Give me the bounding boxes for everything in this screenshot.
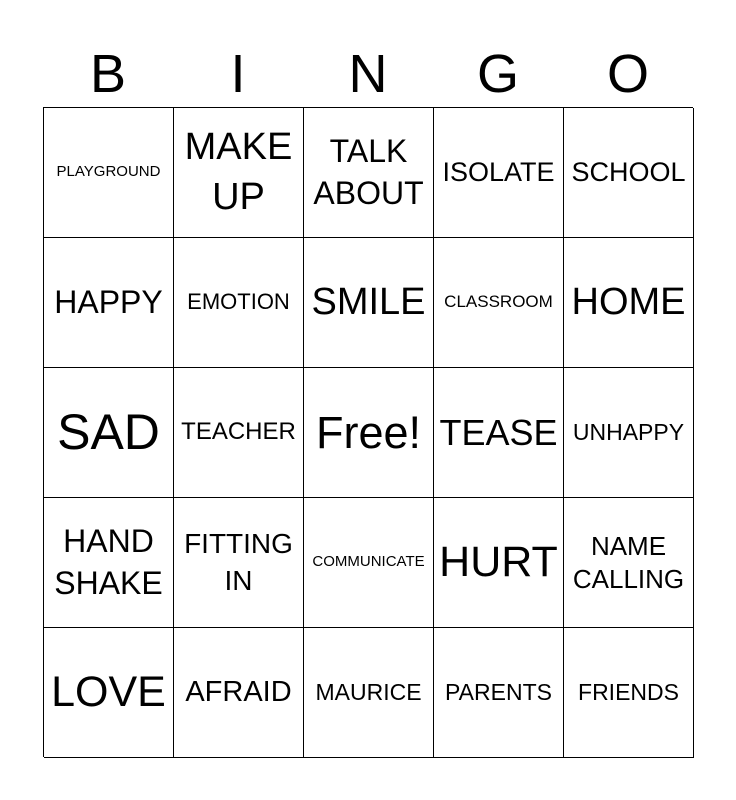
bingo-cell[interactable] [304,108,434,238]
bingo-cell[interactable] [174,108,304,238]
cell-label: SAD [57,404,160,460]
bingo-cell[interactable] [564,238,694,368]
cell-label: NAME CALLING [572,531,685,594]
bingo-cell[interactable] [174,628,304,758]
bingo-cell[interactable] [304,368,434,498]
bingo-cell[interactable] [564,498,694,628]
bingo-cell[interactable] [304,498,434,628]
cell-label: SMILE [311,280,426,323]
cell-label: SCHOOL [571,156,686,187]
bingo-cell[interactable] [44,108,174,238]
cell-label: LOVE [51,667,166,716]
bingo-card [43,107,693,757]
bingo-cell[interactable] [434,238,564,368]
cell-label: HURT [439,537,558,586]
cell-label: TEASE [439,411,558,453]
bingo-cell[interactable] [564,628,694,758]
bingo-cell[interactable] [44,238,174,368]
cell-label: AFRAID [185,675,292,708]
cell-label: PLAYGROUND [56,163,161,181]
bingo-cell[interactable] [44,368,174,498]
bingo-cell[interactable] [174,238,304,368]
cell-label: COMMUNICATE [312,553,425,571]
header-letter-o: O [606,44,649,104]
header-letter-i: I [230,44,246,104]
cell-label: ISOLATE [442,156,555,187]
cell-label: EMOTION [187,289,290,315]
bingo-header [43,42,693,106]
bingo-cell[interactable] [44,628,174,758]
bingo-cell[interactable] [434,498,564,628]
cell-label: UNHAPPY [572,418,685,445]
bingo-cell[interactable] [564,368,694,498]
header-letter-b: B [89,44,127,104]
bingo-cell[interactable] [304,628,434,758]
bingo-cell[interactable] [174,498,304,628]
cell-label: PARENTS [445,678,552,705]
bingo-cell[interactable] [304,238,434,368]
cell-label: HAPPY [54,283,163,320]
bingo-cell[interactable] [564,108,694,238]
bingo-cell[interactable] [174,368,304,498]
cell-label: TALK ABOUT [313,132,424,211]
header-letter-n: N [348,44,388,104]
cell-label: HOME [571,280,686,323]
cell-label: TEACHER [181,418,296,446]
bingo-cell[interactable] [434,628,564,758]
header-letter-g: G [476,44,519,104]
cell-label: Free! [315,406,422,458]
cell-label: MAKE UP [184,126,293,218]
bingo-cell[interactable] [44,498,174,628]
cell-label: HAND SHAKE [54,522,163,601]
cell-label: FRIENDS [578,678,679,705]
cell-label: CLASSROOM [444,292,553,312]
bingo-cell[interactable] [434,108,564,238]
cell-label: MAURICE [315,678,422,705]
cell-label: FITTING IN [184,528,293,596]
bingo-cell[interactable] [434,368,564,498]
